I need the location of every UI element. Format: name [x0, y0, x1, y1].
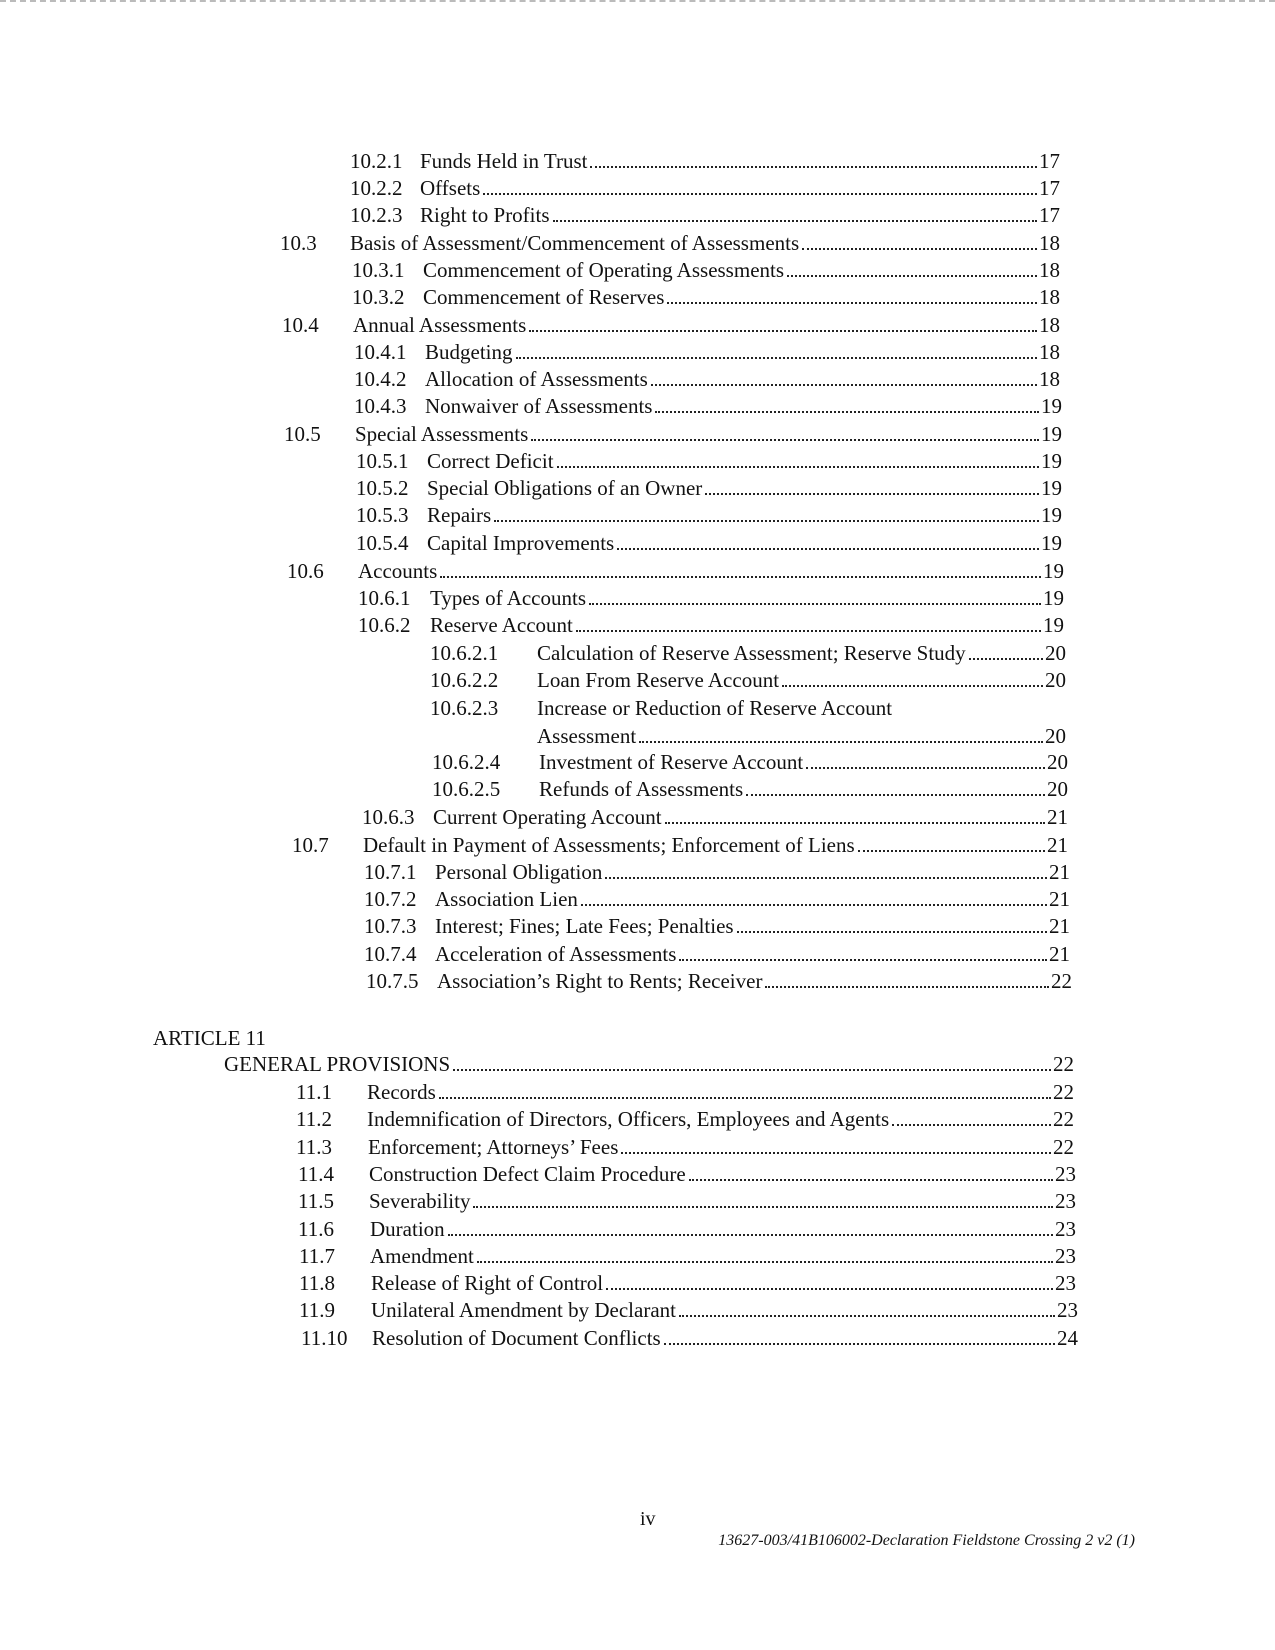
toc-entry-page: 20 [1045, 641, 1066, 665]
toc-entry [354, 336, 1060, 364]
toc-entry [296, 1131, 1074, 1159]
toc-entry-number: 10.2.2 [350, 176, 403, 200]
toc-entry [352, 281, 1060, 309]
toc-entry-title: Refunds of Assessments [539, 777, 744, 801]
article-title: GENERAL PROVISIONS [224, 1052, 451, 1076]
toc-entry-page: 19 [1041, 422, 1062, 446]
toc-entry-number: 11.4 [298, 1162, 334, 1186]
toc-entry-page: 18 [1039, 367, 1060, 391]
dot-leader [969, 658, 1043, 660]
toc-entry-title: Current Operating Account [433, 805, 662, 829]
toc-entry-page: 17 [1039, 149, 1060, 173]
toc-entry-title: Commencement of Operating Assessments [423, 258, 785, 282]
toc-entry-title: Unilateral Amendment by Declarant [371, 1298, 676, 1322]
toc-entry-page: 18 [1039, 258, 1060, 282]
dot-leader [892, 1124, 1051, 1126]
toc-entry-number: 10.7.2 [364, 887, 417, 911]
dot-leader [639, 741, 1043, 743]
toc-entry-page: 19 [1041, 531, 1062, 555]
toc-entry [364, 856, 1070, 884]
toc-entry [301, 1322, 1078, 1350]
toc-entry-page: 20 [1047, 777, 1068, 801]
toc-entry [350, 199, 1060, 227]
dot-leader [531, 439, 1039, 441]
dot-leader [664, 1343, 1055, 1345]
toc-entry-page: 21 [1047, 833, 1068, 857]
toc-entry-title: Funds Held in Trust [420, 149, 588, 173]
toc-entry-page: 23 [1057, 1298, 1078, 1322]
toc-entry-page: 23 [1055, 1189, 1076, 1213]
dot-leader [679, 959, 1047, 961]
toc-entry-title: Loan From Reserve Account [537, 668, 780, 692]
toc-entry-number: 11.6 [298, 1217, 334, 1241]
dot-leader [529, 330, 1037, 332]
toc-entry-page: 23 [1055, 1244, 1076, 1268]
toc-entry-page: 21 [1047, 805, 1068, 829]
toc-entry-number: 10.5.4 [356, 531, 409, 555]
toc-entry-page: 21 [1049, 860, 1070, 884]
toc-entry-title: Duration [370, 1217, 445, 1241]
toc-entry-number: 10.6.2.2 [430, 668, 499, 692]
toc-entry [292, 829, 1068, 857]
toc-entry-title: Personal Obligation [435, 860, 603, 884]
dot-leader [606, 1288, 1053, 1290]
toc-entry-number: 10.6.2.4 [432, 750, 501, 774]
dot-leader [746, 794, 1045, 796]
toc-entry [358, 582, 1064, 610]
toc-entry-page: 20 [1047, 750, 1068, 774]
toc-entry [364, 910, 1070, 938]
toc-entry-title: Basis of Assessment/Commencement of Assessments [350, 231, 800, 255]
toc-entry [354, 363, 1060, 391]
toc-entry-page: 18 [1039, 313, 1060, 337]
toc-entry-title: Records [367, 1080, 436, 1104]
toc-entry-page: 22 [1053, 1135, 1074, 1159]
toc-entry-title: Enforcement; Attorneys’ Fees [368, 1135, 619, 1159]
toc-entry-number: 11.10 [301, 1326, 348, 1350]
dot-leader [679, 1315, 1055, 1317]
toc-entry [430, 664, 1066, 692]
toc-entry [354, 390, 1062, 418]
toc-entry-page: 18 [1039, 231, 1060, 255]
dot-leader [689, 1179, 1053, 1181]
dot-leader [705, 493, 1039, 495]
toc-entry-number: 10.6.2.3 [430, 696, 499, 720]
dot-leader [516, 357, 1038, 359]
toc-entry-title: Association Lien [435, 887, 578, 911]
toc-entry-title: Special Obligations of an Owner [427, 476, 703, 500]
toc-entry-number: 11.8 [299, 1271, 335, 1295]
toc-entry [296, 1076, 1074, 1104]
dot-leader [806, 767, 1045, 769]
toc-entry-number: 11.2 [296, 1107, 332, 1131]
toc-entry-title: Acceleration of Assessments [435, 942, 677, 966]
toc-entry [299, 1294, 1078, 1322]
dot-leader [802, 248, 1037, 250]
toc-entry-title: Annual Assessments [353, 313, 527, 337]
toc-entry-title: Accounts [358, 559, 438, 583]
toc-entry-page: 23 [1055, 1162, 1076, 1186]
toc-entry [299, 1267, 1076, 1295]
dot-leader [576, 630, 1041, 632]
dot-leader [782, 685, 1043, 687]
toc-entry [350, 172, 1060, 200]
toc-entry [350, 145, 1060, 173]
toc-entry-number: 11.7 [299, 1244, 335, 1268]
toc-entry [356, 445, 1062, 473]
toc-entry-title: Resolution of Document Conflicts [372, 1326, 661, 1350]
toc-entry-title: Offsets [420, 176, 481, 200]
dot-leader [737, 931, 1047, 933]
toc-entry-number: 11.3 [296, 1135, 332, 1159]
toc-entry-page: 18 [1039, 340, 1060, 364]
toc-entry-title-continued: Assessment [537, 724, 637, 748]
toc-entry-title: Capital Improvements [427, 531, 615, 555]
toc-entry-page: 19 [1041, 476, 1062, 500]
dot-leader [787, 275, 1037, 277]
toc-entry-title: Repairs [427, 503, 492, 527]
toc-entry-page: 19 [1043, 586, 1064, 610]
toc-entry-number: 10.6.2 [358, 613, 411, 637]
toc-entry-number: 10.7.5 [366, 969, 419, 993]
toc-entry [356, 527, 1062, 555]
toc-entry-title: Allocation of Assessments [425, 367, 648, 391]
dot-leader [589, 603, 1041, 605]
toc-entry-title: Budgeting [425, 340, 513, 364]
toc-entry [282, 309, 1060, 337]
toc-entry-title: Construction Defect Claim Procedure [369, 1162, 686, 1186]
toc-entry-page: 17 [1039, 176, 1060, 200]
toc-entry-number: 10.7.3 [364, 914, 417, 938]
toc-entry-number: 10.6.1 [358, 586, 411, 610]
toc-entry-page: 18 [1039, 285, 1060, 309]
dot-leader [858, 850, 1045, 852]
toc-entry [284, 418, 1062, 446]
toc-entry-page: 23 [1055, 1271, 1076, 1295]
dot-leader [453, 1069, 1051, 1071]
toc-entry-title: Severability [369, 1189, 471, 1213]
toc-entry [356, 472, 1062, 500]
toc-entry [358, 609, 1064, 637]
toc-entry-page: 21 [1049, 914, 1070, 938]
toc-entry-page: 22 [1051, 969, 1072, 993]
toc-entry [299, 1240, 1076, 1268]
toc-entry-number: 10.2.1 [350, 149, 403, 173]
article-title-entry [224, 1048, 1074, 1076]
toc-entry-page: 22 [1053, 1080, 1074, 1104]
footer-document-id: 13627-003/41B106002-Declaration Fieldstone Crossing 2 v2 (1) [718, 1532, 1135, 1549]
dot-leader [483, 193, 1037, 195]
toc-entry-title: Indemnification of Directors, Officers, Employees and Agents [367, 1107, 890, 1131]
toc-entry-title: Commencement of Reserves [423, 285, 665, 309]
toc-entry-number: 10.4.3 [354, 394, 407, 418]
toc-entry-number: 10.3.2 [352, 285, 405, 309]
toc-entry [432, 773, 1068, 801]
toc-entry-continuation [537, 720, 1066, 748]
dot-leader [765, 986, 1049, 988]
toc-entry-title: Interest; Fines; Late Fees; Penalties [435, 914, 734, 938]
toc-entry-page: 19 [1041, 503, 1062, 527]
toc-entry [287, 555, 1064, 583]
toc-entry-page: 20 [1045, 724, 1066, 748]
toc-entry [430, 692, 1066, 720]
toc-entry [430, 637, 1066, 665]
toc-entry-page: 22 [1053, 1107, 1074, 1131]
toc-entry-number: 10.3.1 [352, 258, 405, 282]
toc-entry [362, 801, 1068, 829]
dot-leader [655, 411, 1039, 413]
toc-entry-number: 10.5 [284, 422, 321, 446]
toc-entry-page: 17 [1039, 203, 1060, 227]
toc-entry-page: 21 [1049, 887, 1070, 911]
dot-leader [473, 1206, 1053, 1208]
toc-entry-number: 10.6.2.5 [432, 777, 501, 801]
toc-entry-number: 10.7.4 [364, 942, 417, 966]
toc-entry [296, 1103, 1074, 1131]
dot-leader [665, 822, 1045, 824]
toc-entry [432, 746, 1068, 774]
toc-entry-number: 10.3 [280, 231, 317, 255]
toc-entry [364, 883, 1070, 911]
toc-entry-number: 10.4.2 [354, 367, 407, 391]
toc-entry-number: 10.5.3 [356, 503, 409, 527]
toc-entry-title: Association’s Right to Rents; Receiver [437, 969, 763, 993]
footer-page-number: iv [640, 1508, 656, 1530]
toc-entry-page: 19 [1041, 394, 1062, 418]
toc-entry-number: 10.5.1 [356, 449, 409, 473]
dot-leader [667, 302, 1037, 304]
toc-entry-number: 10.5.2 [356, 476, 409, 500]
toc-entry-number: 10.6.3 [362, 805, 415, 829]
toc-entry [298, 1185, 1076, 1213]
toc-entry [366, 965, 1072, 993]
toc-entry-title: Default in Payment of Assessments; Enforcement of Liens [363, 833, 855, 857]
dot-leader [477, 1261, 1053, 1263]
toc-entry-number: 10.4.1 [354, 340, 407, 364]
toc-entry [298, 1158, 1076, 1186]
toc-entry [364, 938, 1070, 966]
toc-entry-page: 19 [1041, 449, 1062, 473]
toc-entry-page: 24 [1057, 1326, 1078, 1350]
toc-entry-number: 10.2.3 [350, 203, 403, 227]
toc-entry-title: Release of Right of Control [371, 1271, 604, 1295]
toc-entry-title: Types of Accounts [430, 586, 587, 610]
dot-leader [494, 520, 1039, 522]
toc-entry-number: 11.5 [298, 1189, 334, 1213]
toc-entry-number: 11.9 [299, 1298, 335, 1322]
toc-entry-number: 10.7.1 [364, 860, 417, 884]
toc-entry-title: Correct Deficit [427, 449, 554, 473]
toc-entry-title: Calculation of Reserve Assessment; Reserve Study [537, 641, 966, 665]
dot-leader [651, 384, 1037, 386]
article-title-page: 22 [1053, 1052, 1074, 1076]
toc-entry-number: 10.4 [282, 313, 319, 337]
toc-entry [280, 227, 1060, 255]
toc-entry-title: Investment of Reserve Account [539, 750, 804, 774]
dot-leader [621, 1152, 1051, 1154]
toc-entry-page: 23 [1055, 1217, 1076, 1241]
dot-leader [439, 1097, 1051, 1099]
dot-leader [581, 904, 1047, 906]
toc-entry-page: 19 [1043, 559, 1064, 583]
toc-entry-title: Reserve Account [430, 613, 573, 637]
toc-entry [352, 254, 1060, 282]
dot-leader [448, 1234, 1053, 1236]
dot-leader [440, 576, 1041, 578]
toc-entry-title: Amendment [370, 1244, 474, 1268]
toc-entry-number: 10.6 [287, 559, 324, 583]
toc-entry-number: 11.1 [296, 1080, 332, 1104]
dot-leader [590, 166, 1037, 168]
toc-entry-title: Right to Profits [420, 203, 550, 227]
toc-entry [356, 499, 1062, 527]
toc-entry-title: Increase or Reduction of Reserve Account [537, 696, 893, 720]
toc-entry [298, 1213, 1076, 1241]
toc-entry-number: 10.7 [292, 833, 329, 857]
dot-leader [557, 466, 1039, 468]
toc-entry-page: 21 [1049, 942, 1070, 966]
toc-entry-title: Nonwaiver of Assessments [425, 394, 653, 418]
dot-leader [617, 548, 1039, 550]
toc-entry-page: 19 [1043, 613, 1064, 637]
toc-entry-number: 10.6.2.1 [430, 641, 499, 665]
toc-entry-page: 20 [1045, 668, 1066, 692]
dot-leader [553, 220, 1037, 222]
dot-leader [605, 877, 1047, 879]
article-heading: ARTICLE 11 [153, 1026, 266, 1050]
toc-entry-title: Special Assessments [355, 422, 529, 446]
